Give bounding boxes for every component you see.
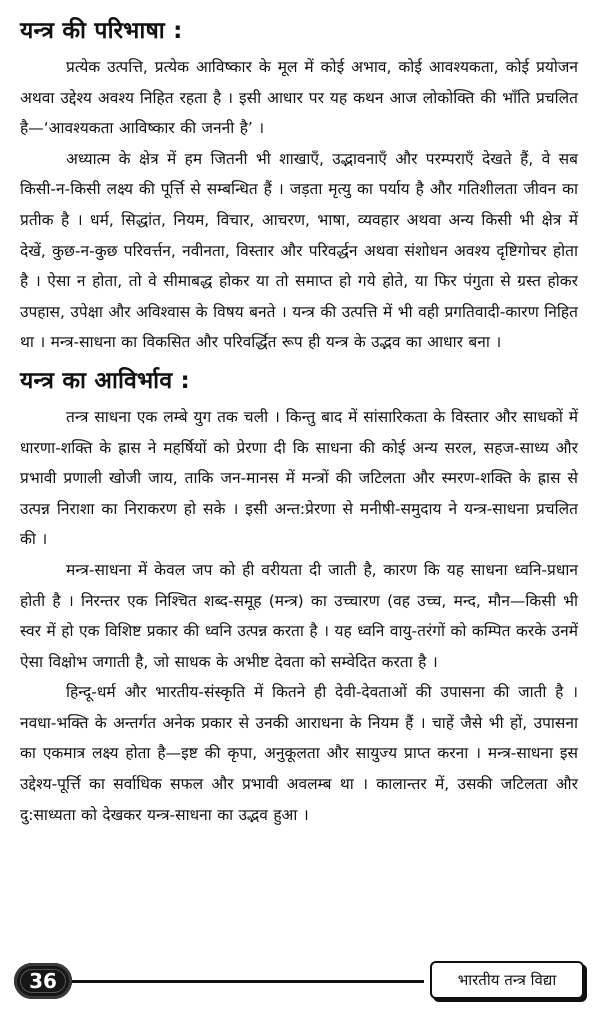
paragraph-definition-1: प्रत्येक उत्पत्ति, प्रत्येक आविष्कार के मूल में कोई अभाव, कोई आवश्यकता, कोई प्रयोजन अथवा उद्देश्य अवश्य निहित रहता है । इसी आधार पर यह कथन आज लोकोक्ति की भाँति प्रचलित है—‘आवश्यकता आविष्कार की जननी है’ । xyxy=(20,58,578,138)
paragraph-emergence-3: हिन्दू-धर्म और भारतीय-संस्कृति में कितने ही देवी-देवताओं की उपासना की जाती है । नवधा-भक्ति के अन्तर्गत अनेक प्रकार से उनकी आराधना के नियम हैं । चाहें जैसे भी हों, उपासना का एकमात्र लक्ष्य होता है—इष्ट की कृपा, अनुकूलता और सायुज्य प्राप्त करना । मन्त्र-साधना इस उद्देश्य-पूर्त्ति का सर्वाधिक सफल और प्रभावी अवलम्ब था । कालान्तर में, उसकी जटिलता और दु:साध्यता को देखकर यन्त्र-साधना का उद्भव हुआ । xyxy=(20,683,578,824)
book-title-label: भारतीय तन्त्र विद्या xyxy=(430,961,584,999)
paragraph-definition-2: अध्यात्म के क्षेत्र में हम जितनी भी शाखाएँ, उद्भावनाएँ और परम्पराएँ देखते हैं, वे सब किसी-न-किसी लक्ष्य की पूर्त्ति से सम्बन्धित हैं । जड़ता मृत्यु का पर्याय है और गतिशीलता जीवन का प्रतीक है । धर्म, सिद्धांत, नियम, विचार, आचरण, भाषा, व्यवहार अथवा अन्य किसी भी क्षेत्र में देखें, कुछ-न-कुछ परिवर्त्तन, नवीनता, विस्तार और परिवर्द्धन अथवा संशोधन अवश्य दृष्टिगोचर होता है । ऐसा न होता, तो वे सीमाबद्ध होकर या तो समाप्त हो गये होते, या फिर पंगुता से ग्रस्त होकर उपहास, उपेक्षा और अविश्वास के विषय बनते । यन्त्र की उत्पत्ति में भी वही प्रगतिवादी-कारण निहित था । मन्त्र-साधना का विकसित और परिवर्द्धित रूप ही यन्त्र के उद्भव का आधार बना । xyxy=(20,149,578,352)
footer-divider xyxy=(72,980,424,983)
page-number-badge: 36 xyxy=(14,963,72,999)
paragraph-emergence-1: तन्त्र साधना एक लम्बे युग तक चली । किन्तु बाद में सांसारिकता के विस्तार और साधकों में धारणा-शक्ति के ह्रास ने महर्षियों को प्रेरणा दी कि साधना की कोई अन्य सरल, सहज-साध्य और प्रभावी प्रणाली खोजी जाय, ताकि जन-मानस में मन्त्रों की जटिलता और स्मरण-शक्ति के ह्रास से उत्पन्न निराशा का निराकरण हो सके । इसी अन्त:प्रेरणा से मनीषी-समुदाय ने यन्त्र-साधना प्रचलित की । xyxy=(20,407,578,549)
paragraph-emergence-2: मन्त्र-साधना में केवल जप को ही वरीयता दी जाती है, कारण कि यह साधना ध्वनि-प्रधान होती है । निरन्तर एक निश्चित शब्द-समूह (मन्त्र) का उच्चारण (वह उच्च, मन्द, मौन—किसी भी स्वर में हो एक विशिष्ट प्रकार की ध्वनि उत्पन्न करता है । यह ध्वनि वायु-तरंगों को कम्पित करके उनमें ऐसा विक्षोभ जगाती है, जो साधक के अभीष्ट देवता को सम्वेदित करता है । xyxy=(20,560,578,671)
page-footer xyxy=(14,961,584,1005)
section-heading-emergence: यन्त्र का आविर्भाव : xyxy=(20,367,190,394)
section-heading-definition: यन्त्र की परिभाषा : xyxy=(20,18,183,44)
